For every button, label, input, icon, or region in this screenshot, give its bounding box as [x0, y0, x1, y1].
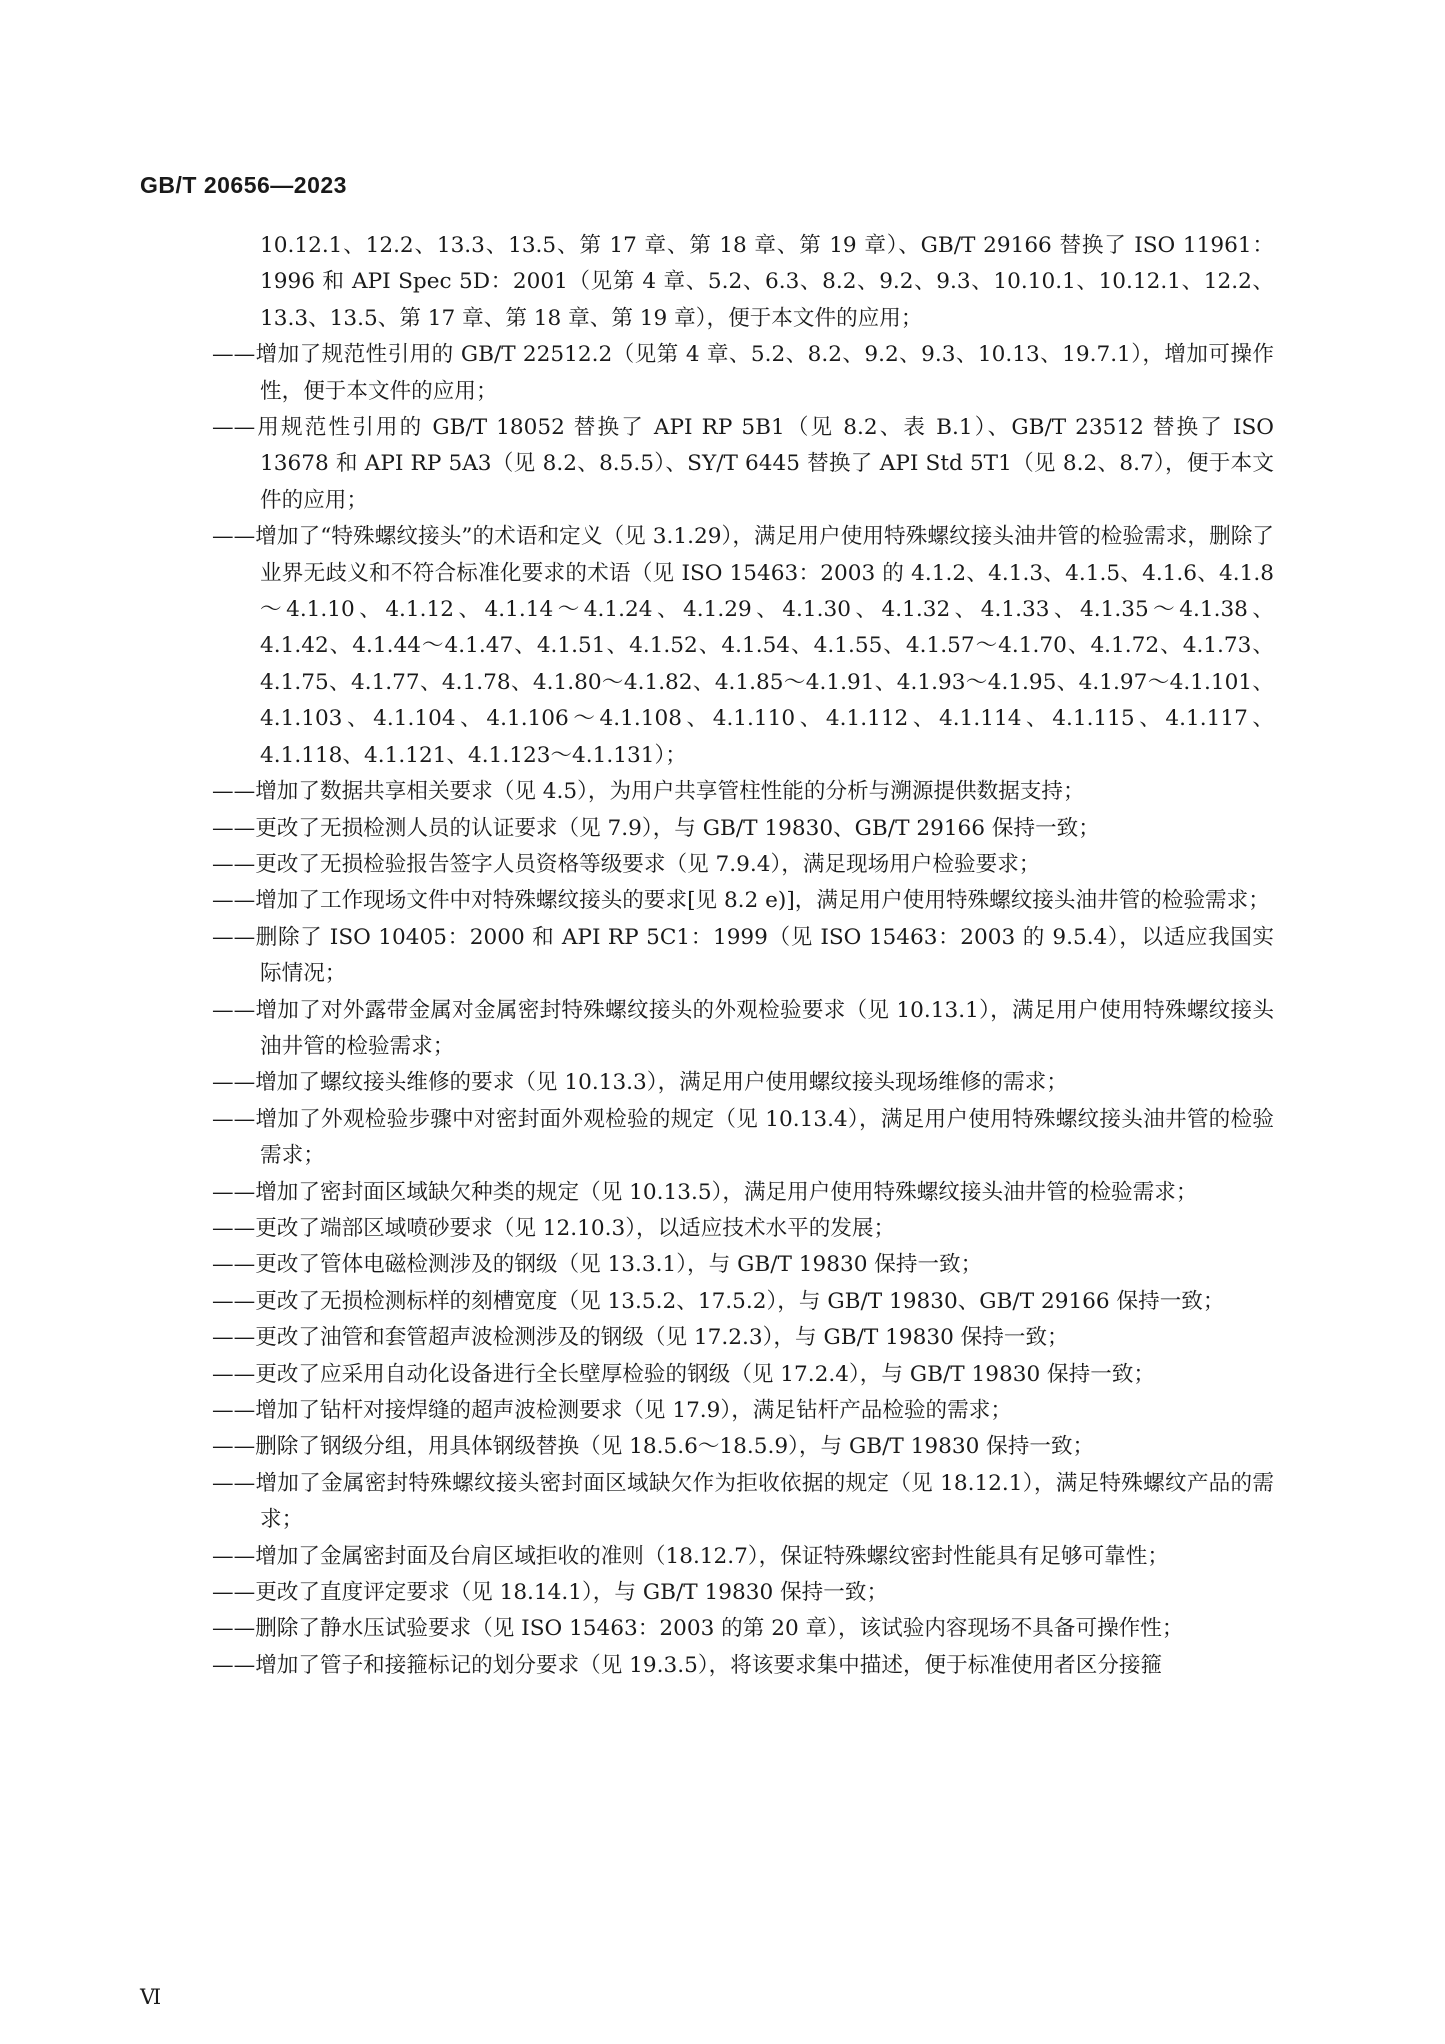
list-item: ——增加了对外露带金属对金属密封特殊螺纹接头的外观检验要求（见 10.13.1），满足用户使用特殊螺纹接头油井管的检验需求； — [212, 997, 1274, 1059]
list-item: ——删除了静水压试验要求（见 ISO 15463：2003 的第 20 章），该试验内容现场不具备可操作性； — [212, 1616, 1184, 1642]
list-item: ——增加了钻杆对接焊缝的超声波检测要求（见 17.9），满足钻杆产品检验的需求； — [212, 1398, 1012, 1423]
change-list — [212, 337, 1274, 1684]
list-item: ——增加了外观检验步骤中对密封面外观检验的规定（见 10.13.4），满足用户使用特殊螺纹接头油井管的检验需求； — [212, 1106, 1274, 1169]
list-item: ——删除了 ISO 10405：2000 和 API RP 5C1：1999（见 ISO 15463：2003 的 9.5.4），以适应我国实际情况； — [212, 924, 1274, 987]
list-item: ——更改了直度评定要求（见 18.14.1），与 GB/T 19830 保持一致； — [212, 1580, 889, 1606]
list-item: ——删除了钢级分组，用具体钢级替换（见 18.5.6～18.5.9），与 GB/T 19830 保持一致； — [212, 1434, 1095, 1460]
list-item: ——增加了金属密封面及台肩区域拒收的准则（18.12.7），保证特殊螺纹密封性能具有足够可靠性； — [212, 1543, 1169, 1569]
list-item: ——更改了油管和套管超声波检测涉及的钢级（见 17.2.3），与 GB/T 19830 保持一致； — [212, 1325, 1069, 1351]
list-item: ——增加了管子和接箍标记的划分要求（见 19.3.5），将该要求集中描述，便于标准使用者区分接箍 — [212, 1652, 1163, 1678]
list-item: ——增加了工作现场文件中对特殊螺纹接头的要求[见 8.2 e)]，满足用户使用特殊螺纹接头油井管的检验需求； — [212, 888, 1270, 914]
list-item: ——增加了密封面区域缺欠种类的规定（见 10.13.5），满足用户使用特殊螺纹接头油井管的检验需求； — [212, 1179, 1198, 1205]
list-item: ——更改了端部区域喷砂要求（见 12.10.3），以适应技术水平的发展； — [212, 1215, 896, 1241]
list-item: ——更改了管体电磁检测涉及的钢级（见 13.3.1），与 GB/T 19830 保持一致； — [212, 1252, 983, 1278]
standard-number-header: GB/T 20656—2023 — [140, 172, 347, 198]
list-item: ——更改了应采用自动化设备进行全长壁厚检验的钢级（见 17.2.4），与 GB/T 19830 保持一致； — [212, 1361, 1156, 1387]
list-item: ——增加了数据共享相关要求（见 4.5），为用户共享管柱性能的分析与溯源提供数据支持； — [212, 779, 1085, 805]
list-item: ——增加了“特殊螺纹接头”的术语和定义（见 3.1.29），满足用户使用特殊螺纹接头油井管的检验需求，删除了业界无歧义和不符合标准化要求的术语（见 ISO 15463：2003 的 4.1.2、4.1.3、4.1.5、4.1.6、4.1.8～4.1.10、4.1.12、4.1.14～4.1.24、4.1.29、4.1.30、4.1.32、4.1.33、4.1.35～4.1.38、4.1.42、4.1.44～4.1.47、4.1.51、4.1.52、4.1.54、4.1.55、4.1.57～4.1.70、4.1.72、4.1.73、4.1.75、4.1.77、4.1.78、4.1.80～4.1.82、4.1.85～4.1.91、4.1.93～4.1.95、4.1.97～4.1.101、4.1.103、4.1.104、4.1.106～4.1.108、4.1.110、4.1.112、4.1.114、4.1.115、4.1.117、4.1.118、4.1.121、4.1.123～4.1.131）； — [212, 524, 1274, 768]
list-item: ——增加了规范性引用的 GB/T 22512.2（见第 4 章、5.2、8.2、9.2、9.3、10.13、19.7.1），增加可操作性，便于本文件的应用； — [212, 342, 1274, 404]
list-item: ——增加了螺纹接头维修的要求（见 10.13.3），满足用户使用螺纹接头现场维修的需求； — [212, 1070, 1068, 1096]
list-item: ——更改了无损检测人员的认证要求（见 7.9），与 GB/T 19830、GB/T 29166 保持一致； — [212, 815, 1100, 841]
continuation-paragraph: 10.12.1、12.2、13.3、13.5、第 17 章、第 18 章、第 19 章）、GB/T 29166 替换了 ISO 11961：1996 和 API Spec 5D：2001（见第 4 章、5.2、6.3、8.2、9.2、9.3、10.10.1、10.12.1、12.2、13.3、13.5、第 17 章、第 18 章、第 19 章），便于本文件的应用； — [260, 233, 1274, 331]
page-number: Ⅵ — [140, 1985, 162, 2009]
document-body — [212, 228, 1274, 1684]
list-item: ——更改了无损检测标样的刻槽宽度（见 13.5.2、17.5.2），与 GB/T 19830、GB/T 29166 保持一致； — [212, 1288, 1225, 1314]
list-item: ——增加了金属密封特殊螺纹接头密封面区域缺欠作为拒收依据的规定（见 18.12.1），满足特殊螺纹产品的需求； — [212, 1470, 1274, 1533]
list-item: ——更改了无损检验报告签字人员资格等级要求（见 7.9.4），满足现场用户检验要求； — [212, 851, 1041, 877]
list-item: ——用规范性引用的 GB/T 18052 替换了 API RP 5B1（见 8.2、表 B.1）、GB/T 23512 替换了 ISO 13678 和 API RP 5A3（见 8.2、8.5.5）、SY/T 6445 替换了 API Std 5T1（见 8.2、8.7），便于本文件的应用； — [212, 415, 1274, 513]
